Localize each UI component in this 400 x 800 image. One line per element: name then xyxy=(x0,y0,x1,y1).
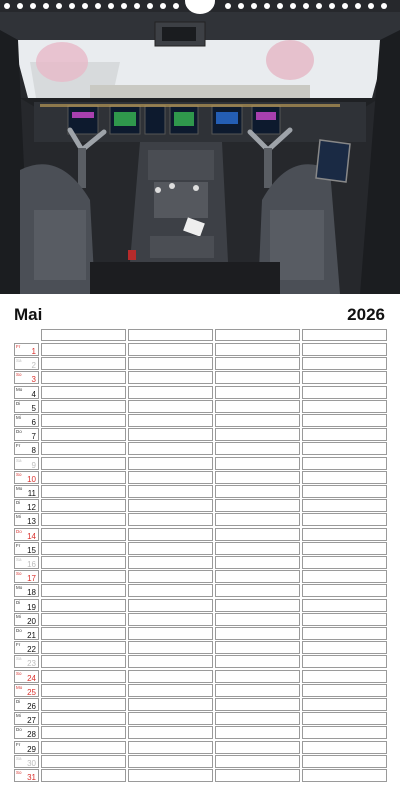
day-row xyxy=(0,542,400,556)
day-number: 15 xyxy=(27,545,36,555)
planner-cell[interactable] xyxy=(215,357,300,370)
planner-cell[interactable] xyxy=(302,513,387,526)
planner-cell[interactable] xyxy=(302,371,387,384)
day-label-box xyxy=(14,698,39,711)
day-label-box xyxy=(14,613,39,626)
planner-cell[interactable] xyxy=(128,343,213,356)
day-label-box xyxy=(14,641,39,654)
binding-hole xyxy=(264,3,270,9)
binding-hole xyxy=(160,3,166,9)
day-number: 16 xyxy=(27,560,36,569)
planner-cell[interactable] xyxy=(302,655,387,668)
planner-cell[interactable] xyxy=(302,499,387,512)
planner-cell[interactable] xyxy=(215,513,300,526)
day-label-box xyxy=(14,371,39,384)
day-number: 6 xyxy=(31,418,36,427)
weekday-abbr: So xyxy=(16,770,22,775)
day-label-box xyxy=(14,499,39,512)
day-number: 24 xyxy=(27,673,36,683)
day-row xyxy=(0,343,400,357)
planner-cell[interactable] xyxy=(128,741,213,754)
weekday-abbr: Di xyxy=(16,699,21,704)
planner-cell[interactable] xyxy=(128,442,213,455)
day-number: 23 xyxy=(27,659,36,669)
day-row xyxy=(0,471,400,485)
planner-cell[interactable] xyxy=(128,570,213,583)
day-row xyxy=(0,442,400,456)
binding-hole xyxy=(17,3,23,9)
weekday-abbr: Di xyxy=(16,599,21,605)
binding-hole xyxy=(147,3,153,9)
day-number: 1 xyxy=(31,347,36,356)
day-number: 4 xyxy=(31,389,36,399)
day-number: 28 xyxy=(27,730,36,740)
planner-cell[interactable] xyxy=(128,513,213,526)
planner-cell[interactable] xyxy=(215,485,300,498)
weekday-abbr: Sa xyxy=(16,557,22,562)
binding-hole xyxy=(69,3,75,9)
planner-cell[interactable] xyxy=(128,627,213,640)
planner-cell[interactable] xyxy=(41,442,126,455)
day-label-box xyxy=(14,442,39,455)
day-row xyxy=(0,741,400,755)
day-label-box xyxy=(14,712,39,725)
day-number: 18 xyxy=(27,588,36,598)
binding-hole xyxy=(316,3,322,9)
day-row xyxy=(0,599,400,613)
day-label-box xyxy=(14,684,39,697)
day-number: 11 xyxy=(27,489,36,498)
column-header-3 xyxy=(215,329,300,341)
planner-cell[interactable] xyxy=(302,428,387,441)
planner-cell[interactable] xyxy=(302,670,387,683)
weekday-abbr: Fr xyxy=(16,542,21,548)
planner-cell[interactable] xyxy=(302,442,387,455)
day-row xyxy=(0,485,400,499)
day-row xyxy=(0,556,400,570)
planner-cell[interactable] xyxy=(215,442,300,455)
year-title: 2026 xyxy=(347,305,385,324)
planner-cell[interactable] xyxy=(215,386,300,399)
planner-cell[interactable] xyxy=(41,414,126,427)
planner-cell[interactable] xyxy=(41,357,126,370)
planner-cell[interactable] xyxy=(128,641,213,654)
planner-cell[interactable] xyxy=(128,712,213,725)
planner-cell[interactable] xyxy=(41,400,126,413)
weekday-abbr: Sa xyxy=(16,457,22,463)
planner-cell[interactable] xyxy=(41,741,126,754)
planner-cell[interactable] xyxy=(302,343,387,356)
planner-cell[interactable] xyxy=(41,698,126,711)
day-row xyxy=(0,769,400,783)
day-number: 3 xyxy=(31,375,36,385)
day-row xyxy=(0,641,400,655)
day-number: 29 xyxy=(27,744,36,754)
planner-cell[interactable] xyxy=(41,599,126,612)
day-number: 17 xyxy=(27,574,36,584)
planner-cell[interactable] xyxy=(302,698,387,711)
day-label-box xyxy=(14,741,39,754)
day-row xyxy=(0,726,400,740)
planner-cell[interactable] xyxy=(302,471,387,484)
planner-cell[interactable] xyxy=(41,755,126,768)
day-label-box xyxy=(14,357,39,370)
weekday-abbr: Mo xyxy=(16,486,23,491)
weekday-abbr: Di xyxy=(16,400,21,406)
planner-cell[interactable] xyxy=(128,457,213,470)
planner-cell[interactable] xyxy=(128,726,213,739)
planner-cell[interactable] xyxy=(215,428,300,441)
day-number: 27 xyxy=(27,716,36,726)
weekday-abbr: Do xyxy=(16,628,22,633)
planner-cell[interactable] xyxy=(41,627,126,640)
weekday-abbr: So xyxy=(16,471,22,477)
planner-cell[interactable] xyxy=(128,584,213,597)
planner-cell[interactable] xyxy=(41,613,126,626)
day-label-box xyxy=(14,726,39,739)
planner-cell[interactable] xyxy=(41,471,126,484)
day-row xyxy=(0,457,400,471)
binding-hole xyxy=(134,3,140,9)
planner-cell[interactable] xyxy=(215,584,300,597)
planner-cell[interactable] xyxy=(302,542,387,555)
planner-cell[interactable] xyxy=(41,641,126,654)
planner-cell[interactable] xyxy=(215,371,300,384)
planner-cell[interactable] xyxy=(41,371,126,384)
planner-cell[interactable] xyxy=(215,726,300,739)
binding-hole xyxy=(368,3,374,9)
planner-cell[interactable] xyxy=(128,499,213,512)
planner-cell[interactable] xyxy=(302,485,387,498)
binding-hole xyxy=(329,3,335,9)
planner-cell[interactable] xyxy=(128,613,213,626)
weekday-abbr: Mo xyxy=(16,684,23,690)
planner-cell[interactable] xyxy=(41,655,126,668)
day-number: 22 xyxy=(27,645,36,655)
weekday-abbr: So xyxy=(16,372,22,378)
planner-cell[interactable] xyxy=(41,670,126,683)
day-number: 21 xyxy=(27,631,36,640)
planner-cell[interactable] xyxy=(215,655,300,668)
planner-cell[interactable] xyxy=(215,414,300,427)
planner-cell[interactable] xyxy=(41,457,126,470)
day-label-box xyxy=(14,542,39,555)
planner-cell[interactable] xyxy=(215,457,300,470)
binding-hole xyxy=(225,3,231,9)
hanger-hole xyxy=(185,0,215,14)
binding-hole xyxy=(121,3,127,9)
planner-cell[interactable] xyxy=(41,556,126,569)
day-number: 12 xyxy=(27,503,36,513)
day-label-box xyxy=(14,599,39,612)
day-row xyxy=(0,670,400,684)
day-label-box xyxy=(14,556,39,569)
planner-cell[interactable] xyxy=(302,684,387,697)
day-number: 25 xyxy=(27,687,36,697)
weekday-abbr: Di xyxy=(16,500,21,506)
weekday-abbr: Sa xyxy=(16,656,22,662)
binding-hole xyxy=(4,3,10,9)
planner-cell[interactable] xyxy=(215,712,300,725)
planner-cell[interactable] xyxy=(128,698,213,711)
weekday-abbr: Mi xyxy=(16,613,21,619)
day-row xyxy=(0,712,400,726)
binding-hole xyxy=(56,3,62,9)
planner-cell[interactable] xyxy=(215,499,300,512)
planner-cell[interactable] xyxy=(41,513,126,526)
day-number: 14 xyxy=(27,531,36,541)
day-row xyxy=(0,584,400,598)
planner-cell[interactable] xyxy=(41,712,126,725)
weekday-abbr: So xyxy=(16,670,22,676)
planner-cell[interactable] xyxy=(41,499,126,512)
planner-cell[interactable] xyxy=(215,599,300,612)
planner-cell[interactable] xyxy=(128,655,213,668)
day-number: 9 xyxy=(31,460,36,470)
planner-cell[interactable] xyxy=(41,684,126,697)
weekday-abbr: Mo xyxy=(16,386,23,392)
day-label-box xyxy=(14,513,39,526)
day-label-box xyxy=(14,755,39,768)
planner-cell[interactable] xyxy=(215,627,300,640)
binding-hole xyxy=(82,3,88,9)
planner-cell[interactable] xyxy=(302,627,387,640)
planner-cell[interactable] xyxy=(302,613,387,626)
weekday-abbr: Mo xyxy=(16,585,23,591)
planner-cell[interactable] xyxy=(302,741,387,754)
day-number: 26 xyxy=(27,702,36,711)
weekday-abbr: Fr xyxy=(16,741,21,747)
planner-cell[interactable] xyxy=(215,542,300,555)
cockpit-illustration xyxy=(0,0,400,294)
day-label-box xyxy=(14,570,39,583)
binding-hole xyxy=(251,3,257,9)
weekday-abbr: Mi xyxy=(16,514,21,520)
binding-hole xyxy=(342,3,348,9)
planner-cell[interactable] xyxy=(215,400,300,413)
planner-cell[interactable] xyxy=(302,726,387,739)
day-label-box xyxy=(14,769,39,782)
planner-cell[interactable] xyxy=(128,357,213,370)
planner-cell[interactable] xyxy=(302,584,387,597)
planner-cell[interactable] xyxy=(302,641,387,654)
column-header-4 xyxy=(302,329,387,341)
day-number: 8 xyxy=(31,446,36,456)
planner-cell[interactable] xyxy=(302,414,387,427)
planner-cell[interactable] xyxy=(302,570,387,583)
binding-hole xyxy=(277,3,283,9)
planner-cell[interactable] xyxy=(302,457,387,470)
day-number: 7 xyxy=(31,432,36,442)
day-number: 31 xyxy=(27,773,36,782)
day-row xyxy=(0,655,400,669)
planner-cell[interactable] xyxy=(128,485,213,498)
column-header-2 xyxy=(128,329,213,341)
day-label-box xyxy=(14,627,39,640)
weekday-abbr: So xyxy=(16,571,22,577)
month-title: Mai xyxy=(14,305,43,324)
day-label-box xyxy=(14,670,39,683)
weekday-abbr: Mi xyxy=(16,415,21,420)
day-label-box xyxy=(14,584,39,597)
planner-cell[interactable] xyxy=(215,613,300,626)
planner-cell[interactable] xyxy=(128,599,213,612)
planner-cell[interactable] xyxy=(128,428,213,441)
planner-cell[interactable] xyxy=(302,357,387,370)
planner-cell[interactable] xyxy=(41,542,126,555)
weekday-abbr: Fr xyxy=(16,443,21,449)
day-number: 19 xyxy=(27,602,36,612)
weekday-abbr: Do xyxy=(16,727,22,733)
day-label-box xyxy=(14,343,39,356)
binding-hole xyxy=(303,3,309,9)
binding-hole xyxy=(355,3,361,9)
binding-hole xyxy=(95,3,101,9)
weekday-abbr: Sa xyxy=(16,358,22,364)
planner-cell[interactable] xyxy=(215,755,300,768)
planner-cell[interactable] xyxy=(215,556,300,569)
planner-cell[interactable] xyxy=(128,414,213,427)
binding-hole xyxy=(238,3,244,9)
planner-cell[interactable] xyxy=(215,670,300,683)
planner-cell[interactable] xyxy=(215,741,300,754)
day-row xyxy=(0,499,400,513)
binding-hole xyxy=(108,3,114,9)
day-row xyxy=(0,528,400,542)
planner-cell[interactable] xyxy=(302,528,387,541)
planner-cell[interactable] xyxy=(41,343,126,356)
planner-cell[interactable] xyxy=(215,528,300,541)
planner-cell[interactable] xyxy=(302,386,387,399)
day-label-box xyxy=(14,457,39,470)
day-label-box xyxy=(14,471,39,484)
binding-hole xyxy=(381,3,387,9)
day-number: 5 xyxy=(31,403,36,413)
binding-hole xyxy=(290,3,296,9)
planner-cell[interactable] xyxy=(41,726,126,739)
day-row xyxy=(0,698,400,712)
day-row xyxy=(0,627,400,641)
day-label-box xyxy=(14,414,39,427)
day-row xyxy=(0,428,400,442)
planner-cell[interactable] xyxy=(215,684,300,697)
planner-cell[interactable] xyxy=(128,542,213,555)
planner-cell[interactable] xyxy=(41,528,126,541)
planner-cell[interactable] xyxy=(215,570,300,583)
planner-cell[interactable] xyxy=(41,570,126,583)
planner-cell[interactable] xyxy=(215,343,300,356)
day-row xyxy=(0,570,400,584)
planner-cell[interactable] xyxy=(215,769,300,782)
day-label-box xyxy=(14,485,39,498)
weekday-abbr: Fr xyxy=(16,344,21,349)
planner-cell[interactable] xyxy=(41,428,126,441)
weekday-abbr: Mi xyxy=(16,713,21,719)
weekday-abbr: Do xyxy=(16,528,22,534)
planner-cell[interactable] xyxy=(128,400,213,413)
day-number: 10 xyxy=(27,474,36,484)
planner-cell[interactable] xyxy=(128,769,213,782)
binding-holes xyxy=(0,0,400,14)
planner-cell[interactable] xyxy=(302,400,387,413)
planner-cell[interactable] xyxy=(128,755,213,768)
day-row xyxy=(0,400,400,414)
planner-cell[interactable] xyxy=(128,386,213,399)
day-label-box xyxy=(14,528,39,541)
planner-cell[interactable] xyxy=(302,712,387,725)
planner-cell[interactable] xyxy=(128,471,213,484)
planner-cell[interactable] xyxy=(215,698,300,711)
planner-cell[interactable] xyxy=(302,556,387,569)
planner-cell[interactable] xyxy=(215,641,300,654)
day-label-box xyxy=(14,428,39,441)
day-row xyxy=(0,371,400,385)
planner-cell[interactable] xyxy=(215,471,300,484)
planner-cell[interactable] xyxy=(128,371,213,384)
planner-cell[interactable] xyxy=(302,599,387,612)
day-row xyxy=(0,613,400,627)
day-label-box xyxy=(14,386,39,399)
day-number: 2 xyxy=(31,361,36,371)
binding-hole xyxy=(43,3,49,9)
planner-cell[interactable] xyxy=(41,584,126,597)
planner-cell[interactable] xyxy=(128,670,213,683)
planner-cell[interactable] xyxy=(128,684,213,697)
day-row xyxy=(0,755,400,769)
day-row xyxy=(0,357,400,371)
planner-cell[interactable] xyxy=(41,386,126,399)
day-row xyxy=(0,414,400,428)
weekday-abbr: Do xyxy=(16,429,22,435)
weekday-abbr: Sa xyxy=(16,755,22,761)
column-header-1 xyxy=(41,329,126,341)
day-number: 30 xyxy=(27,758,36,768)
day-label-box xyxy=(14,655,39,668)
planner-cell[interactable] xyxy=(41,769,126,782)
planner-cell[interactable] xyxy=(302,769,387,782)
planner-cell[interactable] xyxy=(302,755,387,768)
planner-cell[interactable] xyxy=(128,556,213,569)
planner-cell[interactable] xyxy=(128,528,213,541)
cockpit-photo xyxy=(0,0,400,294)
day-row xyxy=(0,684,400,698)
day-label-box xyxy=(14,400,39,413)
planner-cell[interactable] xyxy=(41,485,126,498)
day-number: 13 xyxy=(27,517,36,527)
day-row xyxy=(0,513,400,527)
day-number: 20 xyxy=(27,616,36,626)
binding-hole xyxy=(30,3,36,9)
binding-hole xyxy=(173,3,179,9)
day-row xyxy=(0,386,400,400)
weekday-abbr: Fr xyxy=(16,642,21,648)
